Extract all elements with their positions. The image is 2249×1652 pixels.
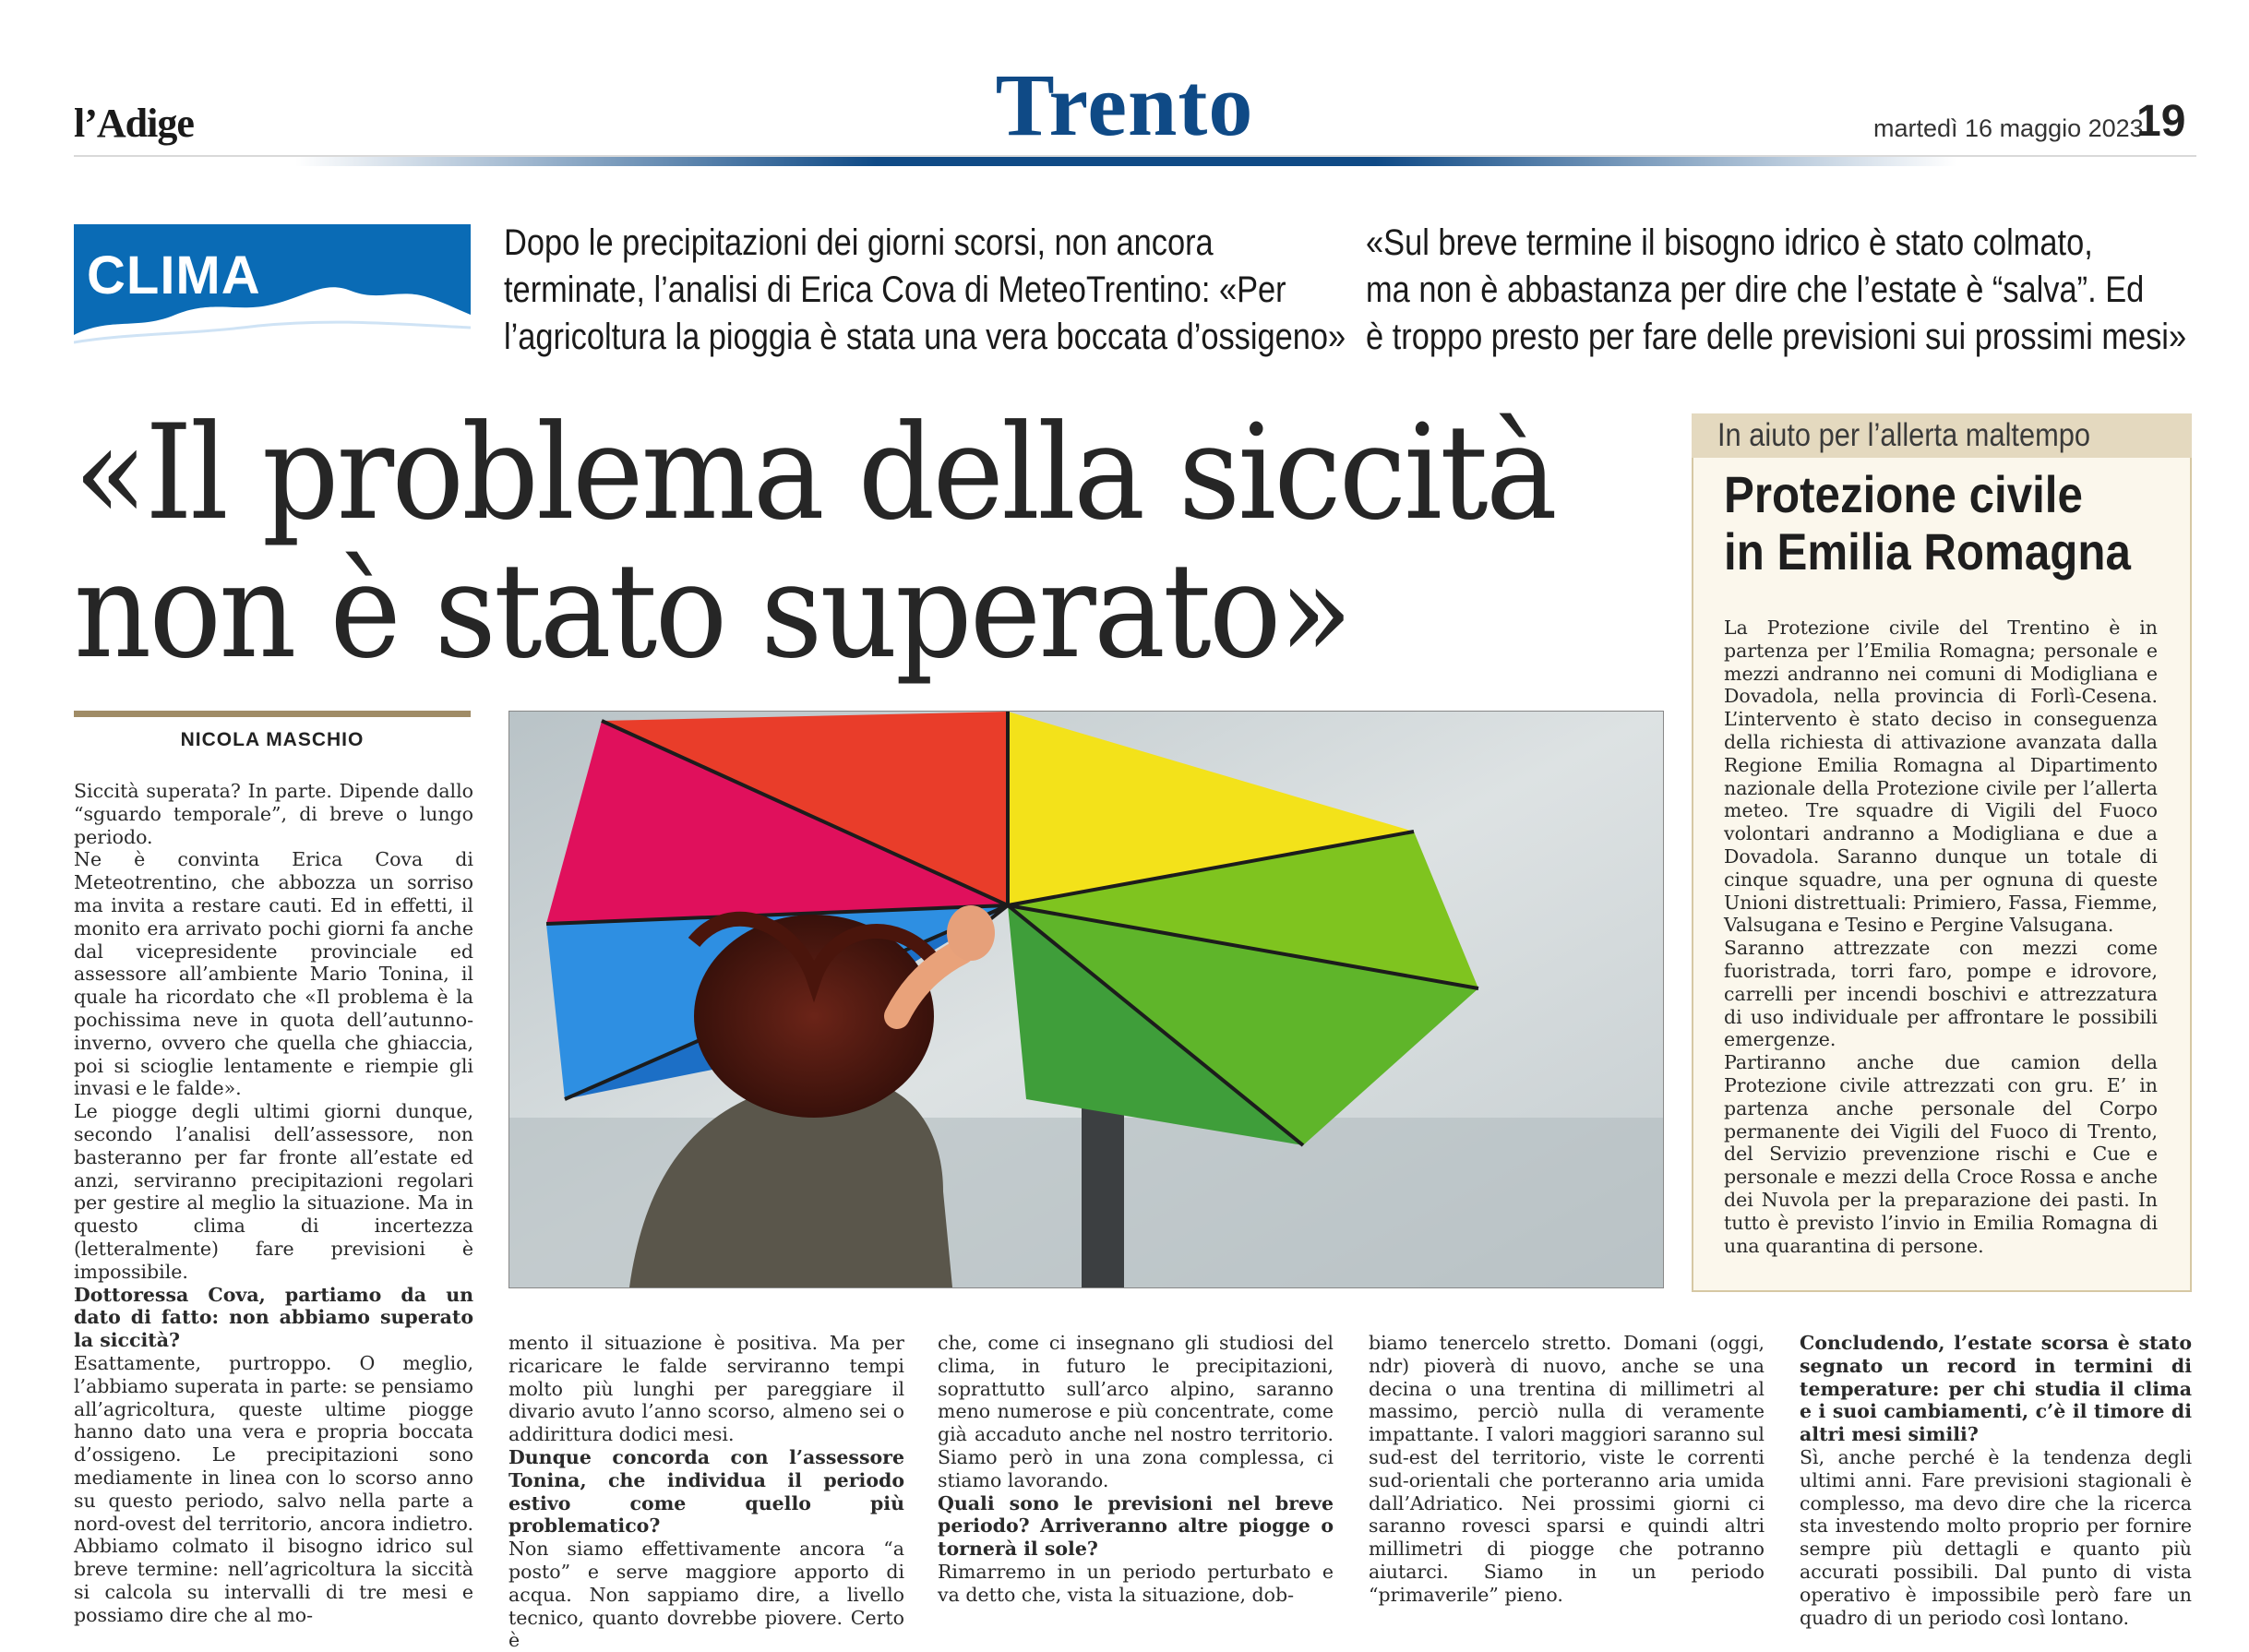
interview-question: Dottoressa Cova, partiamo da un dato di fatto: non abbiamo superato la siccità? bbox=[74, 1283, 473, 1352]
topic-badge bbox=[74, 224, 471, 358]
interview-answer: che, come ci insegnano gli studiosi del clima, in futuro le precipitazioni, soprattutto sull’arco alpino, saranno meno numerose e più concentrate, come già accaduto anche nel nostro territorio. Siamo però in una zona complessa, ci stiamo lavorando. bbox=[938, 1332, 1334, 1491]
sidebar-title: Protezione civile in Emilia Romagna bbox=[1724, 465, 2131, 581]
subhead-right: «Sul breve termine il bisogno idrico è stato colmato, ma non è abbastanza per dire che l’estate è “salva”. Ed è troppo presto per fare delle previsioni sui prossimi mesi» bbox=[1366, 222, 2187, 357]
interview-answer: Sì, anche perché è la tendenza degli ultimi anni. Fare previsioni stagionali è complesso, ma devo dire che la ricerca sta investendo molto proprio per fornire sempre più dettagli e quanto più accurati possibili. Dal punto di vista operativo è impossibile però fare un quadro di un periodo così lontano. bbox=[1800, 1445, 2192, 1629]
section-title: Trento bbox=[995, 55, 1254, 154]
interview-answer: Non siamo effettivamente ancora “a posto” e serve maggiore apporto di acqua. Non sappiamo dire, a livello tecnico, quanto dovrebbe piovere. Certo è bbox=[508, 1538, 904, 1652]
byline-rule bbox=[74, 711, 471, 717]
interview-answer: mento il situazione è positiva. Ma per ricaricare le falde serviranno tempi molto più lunghi per pareggiare il divario avuto l’anno scorso, almeno sei o addirittura dodici mesi. bbox=[508, 1332, 904, 1446]
headline: «Il problema della siccità non è stato superato» bbox=[74, 397, 1556, 688]
sidebar-body bbox=[1724, 617, 2158, 1257]
article-paragraph: Ne è convinta Erica Cova di Meteotrentino, che abbozza un sorriso ma invita a restare cauti. Ed in effetti, il monito era arrivato pochi giorni fa anche dal vicepresidente provinciale ed assessore all’ambiente Mario Tonina, il quale ha ricordato che «Il problema è la pochissima neve in quota dell’autunno-inverno, ovvero che quella che ghiaccia, poi si scioglie lentamente e riempie gli invasi e le falde». bbox=[74, 848, 473, 1100]
article-column-2 bbox=[508, 1332, 904, 1652]
sidebar-paragraph: Partiranno anche due camion della Protezione civile attrezzati con gru. E’ in partenza anche personale del Corpo permanente dei Vigili del Fuoco di Trento, del Servizio prevenzione rischi e Cue e personale e mezzi della Croce Rossa e anche dei Nuvola per la preparazione dei pasti. In tutto è previsto l’invio in Emilia Romagna di una quarantina di persone. bbox=[1724, 1051, 2158, 1257]
interview-question: Quali sono le previsioni nel breve periodo? Arriveranno altre piogge o tornerà il sole? bbox=[938, 1491, 1334, 1561]
interview-answer: biamo tenercelo stretto. Domani (oggi, ndr) pioverà di nuovo, anche se una decina o una trentina di millimetri al massimo, perciò nulla di veramente impattante. I valori maggiori saranno sul sud-est del territorio, viste le correnti sud-orientali che porteranno aria umida dall’Adriatico. Nei prossimi giorni ci saranno rovesci sparsi e quindi altri millimetri di piogge che potranno aiutarci. Siamo in un periodo “primaverile” pieno. bbox=[1369, 1332, 1765, 1606]
article-column-3 bbox=[938, 1332, 1334, 1607]
interview-question: Dunque concorda con l’assessore Tonina, che individua il periodo estivo come quello più problematico? bbox=[508, 1445, 904, 1538]
page-number: 19 bbox=[2136, 97, 2186, 146]
interview-answer: Rimarremo in un periodo perturbato e va detto che, vista la situazione, dob- bbox=[938, 1560, 1334, 1606]
umbrella-photo-illustration bbox=[509, 712, 1663, 1287]
byline: NICOLA MASCHIO bbox=[180, 729, 365, 750]
subhead-left: Dopo le precipitazioni dei giorni scorsi, non ancora terminate, l’analisi di Erica Cova di MeteoTrentino: «Per l’agricoltura la pioggia è stata una vera boccata d’ossigeno» bbox=[504, 222, 1346, 357]
article-column-5 bbox=[1800, 1332, 2192, 1629]
topic-badge-label: CLIMA bbox=[87, 245, 261, 305]
interview-answer: Esattamente, purtroppo. O meglio, l’abbiamo superata in parte: se pensiamo all’agricoltura, queste ultime piogge hanno dato una vera e propria boccata d’ossigeno. Le precipitazioni sono mediamente in linea con lo scorso anno su questo periodo, salvo nella parte a nord-ovest del territorio, ancora indietro. Abbiamo colmato il bisogno idrico sul breve termine: nell’agricoltura la siccità si calcola su intervalli di tre mesi e possiamo dire che al mo- bbox=[74, 1351, 473, 1626]
article-column-1 bbox=[74, 780, 473, 1626]
sidebar-paragraph: Saranno attrezzate con mezzi come fuoristrada, torri faro, pompe e idrovore, carrelli per incendi boschivi e attrezzatura di uso individuale per affrontare le possibili emergenze. bbox=[1724, 937, 2158, 1051]
issue-date: martedì 16 maggio 2023 bbox=[1873, 114, 2144, 142]
interview-question: Concludendo, l’estate scorsa è stato segnato un record in termini di temperature: per chi studia il clima e i suoi cambiamenti, c’è il timore di altri mesi simili? bbox=[1800, 1332, 2192, 1446]
sidebar-kicker: In aiuto per l’allerta maltempo bbox=[1692, 413, 2192, 458]
sidebar-paragraph: La Protezione civile del Trentino è in partenza per l’Emilia Romagna; personale e mezzi andranno nei comuni di Modigliana e Dovadola, nella provincia di Forlì-Cesena. L’intervento è stato deciso in conseguenza della richiesta di attivazione avanzata dalla Regione Emilia Romagna al Dipartimento nazionale della Protezione civile per l’allerta meteo. Tre squadre di Vigili del Fuoco volontari andranno a Modigliana e due a Dovadola. Saranno dunque un totale di cinque squadre, una per ognuna di queste Unioni distrettuali: Primiero, Fassa, Fiemme, Valsugana e Tesino e Pergine Valsugana. bbox=[1724, 617, 2158, 937]
article-paragraph: Siccità superata? In parte. Dipende dallo “sguardo temporale”, di breve o lungo periodo. bbox=[74, 780, 473, 848]
article-photo bbox=[508, 711, 1664, 1288]
article-paragraph: Le piogge degli ultimi giorni dunque, secondo l’analisi dell’assessore, non basteranno per far fronte all’estate ed anzi, serviranno precipitazioni regolari per gestire al meglio la situazione. Ma in questo clima di incertezza (letteralmente) fare previsioni è impossibile. bbox=[74, 1100, 473, 1283]
newspaper-logo: l’Adige bbox=[74, 101, 194, 146]
masthead-accent-bar bbox=[295, 157, 1956, 166]
article-column-4 bbox=[1369, 1332, 1765, 1607]
